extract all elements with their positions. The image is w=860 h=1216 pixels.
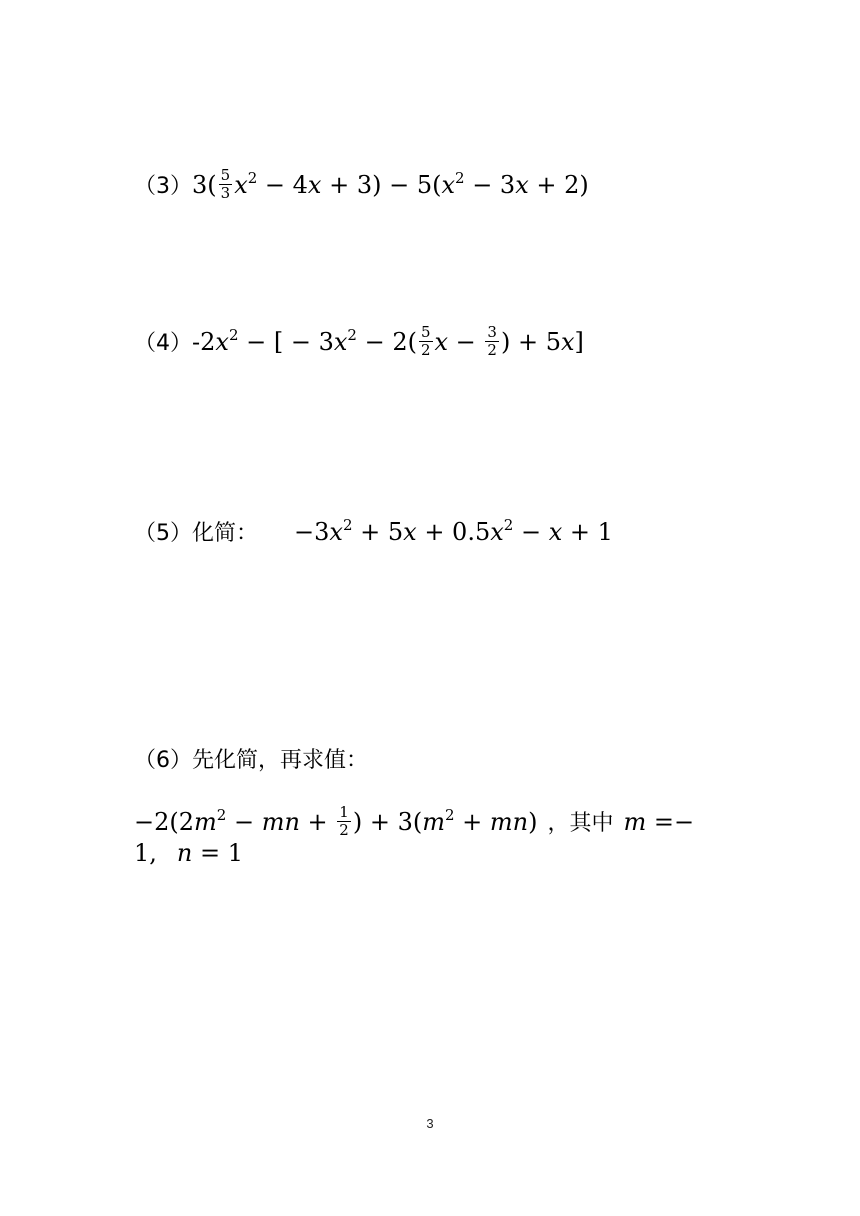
problem-3 (134, 168, 589, 204)
problem-4-prefix: -2 (192, 328, 216, 356)
problem-5 (134, 515, 613, 551)
problem-6-instruction: 先化简，再求值： (192, 748, 369, 773)
problem-6-label: （6） (134, 748, 192, 773)
problem-4 (134, 325, 584, 361)
problem-3-expression: 3( $\frac{5}{3}$ $x^2 - 4x + 3) - 5(x^2 - 3x + 2)$ (192, 166, 589, 202)
page-number: 3 (426, 1116, 434, 1131)
problem-6-condition-n: 1, n = 1 (134, 839, 244, 867)
problem-6 (134, 742, 368, 778)
problem-6-condition-m: m =− (623, 808, 695, 836)
problem-5-label: （5） (134, 521, 192, 546)
problem-3-label: （3） (134, 174, 192, 199)
problem-5-expression: $-3x^2 + 5x + 0.5x^2 - x + 1$ (294, 516, 613, 546)
problem-6-condition-text: ，其中 (547, 811, 614, 836)
problem-4-label: （4） (134, 331, 192, 356)
problem-5-instruction: 化简： (192, 521, 259, 546)
problem-4-expression: $x^2$ − [ − $3x^2 - 2$( $\frac{5}{2}$ x − $\frac{3}{2}$ ) + 5x] (215, 323, 584, 359)
problem-6-expression: $-2(2m^2$ − mn + $\frac{1}{2}$ ) + $3(m^2 + mn)$ (134, 803, 538, 839)
problem-6-condition-line (134, 836, 243, 870)
